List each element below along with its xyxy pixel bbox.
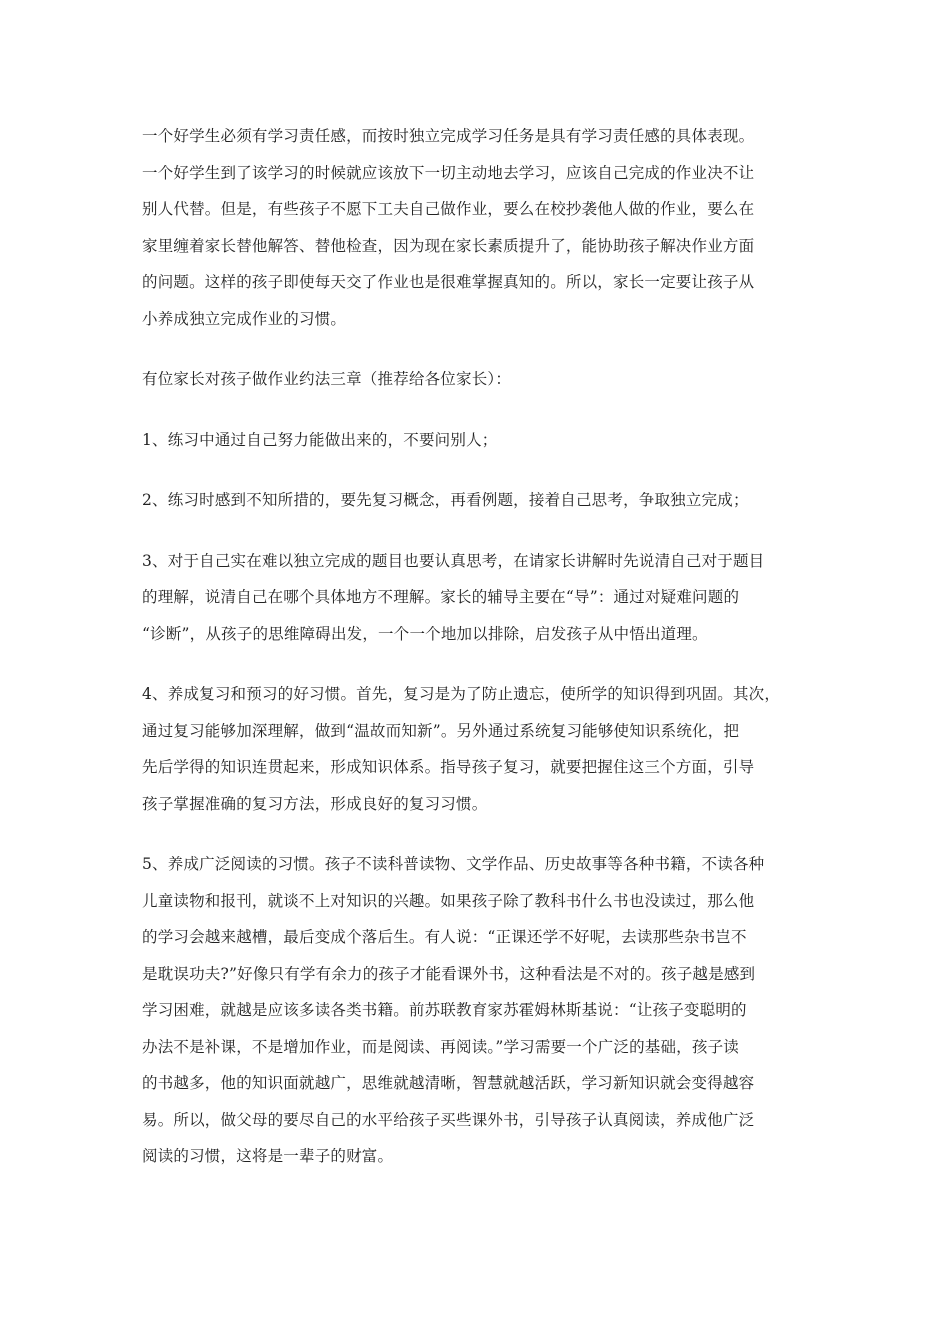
paragraph-line: 的问题。这样的孩子即使每天交了作业也是很难掌握真知的。所以，家长一定要让孩子从 xyxy=(142,273,755,291)
paragraph-item-2 xyxy=(142,482,818,519)
paragraph-line: 的学习会越来越槽，最后变成个落后生。有人说：“正课还学不好呢，去读那些杂书岂不 xyxy=(142,928,747,946)
paragraph-line: 的理解，说清自己在哪个具体地方不理解。家长的辅导主要在“导”：通过对疑难问题的 xyxy=(142,588,740,606)
paragraph-intro xyxy=(142,118,818,337)
paragraph-line: 一个好学生到了该学习的时候就应该放下一切主动地去学习，应该自己完成的作业决不让 xyxy=(142,163,755,182)
paragraph-line: 办法不是补课，不是增加作业，而是阅读、再阅读。”学习需要一个广泛的基础，孩子读 xyxy=(142,1037,739,1056)
paragraph-line: 易。所以，做父母的要尽自己的水平给孩子买些课外书，引导孩子认真阅读，养成他广泛 xyxy=(142,1110,755,1129)
paragraph-line: “诊断”，从孩子的思维障碍出发，一个一个地加以排除，启发孩子从中悟出道理。 xyxy=(142,624,708,643)
paragraph-line: 学习困难，就越是应该多读各类书籍。前苏联教育家苏霍姆林斯基说：“让孩子变聪明的 xyxy=(142,1001,747,1019)
paragraph-line: 儿童读物和报刊，就谈不上对知识的兴趣。如果孩子除了教科书什么书也没读过，那么他 xyxy=(142,891,755,910)
paragraph-line: 的书越多，他的知识面就越广，思维就越清晰，智慧就越活跃，学习新知识就会变得越容 xyxy=(142,1074,755,1092)
paragraph-line: 通过复习能够加深理解，做到“温故而知新”。另外通过系统复习能够使知识系统化，把 xyxy=(142,721,740,740)
paragraph-rules-heading xyxy=(142,361,818,398)
paragraph-line: 5、养成广泛阅读的习惯。孩子不读科普读物、文学作品、历史故事等各种书籍，不读各种 xyxy=(142,855,765,873)
paragraph-line: 先后学得的知识连贯起来，形成知识体系。指导孩子复习，就要把握住这三个方面，引导 xyxy=(142,758,755,776)
document-page xyxy=(142,118,818,1199)
paragraph-line: 2、练习时感到不知所措的，要先复习概念，再看例题，接着自己思考，争取独立完成； xyxy=(142,491,749,509)
paragraph-item-4 xyxy=(142,676,818,822)
paragraph-line: 家里缠着家长替他解答、替他检查，因为现在家长素质提升了，能协助孩子解决作业方面 xyxy=(142,236,755,255)
paragraph-line: 3、对于自己实在难以独立完成的题目也要认真思考，在请家长讲解时先说清自己对于题目 xyxy=(142,551,765,570)
paragraph-line: 4、养成复习和预习的好习惯。首先，复习是为了防止遗忘，使所学的知识得到巩固。其次， xyxy=(142,685,781,703)
paragraph-line: 有位家长对孩子做作业约法三章（推荐给各位家长）： xyxy=(142,370,512,388)
paragraph-item-5 xyxy=(142,846,818,1175)
paragraph-line: 是耽误功夫?”好像只有学有余力的孩子才能看课外书，这种看法是不对的。孩子越是感到 xyxy=(142,964,756,983)
paragraph-line: 小养成独立完成作业的习惯。 xyxy=(142,309,347,328)
paragraph-line: 阅读的习惯，这将是一辈子的财富。 xyxy=(142,1147,394,1165)
paragraph-line: 别人代替。但是，有些孩子不愿下工夫自己做作业，要么在校抄袭他人做的作业，要么在 xyxy=(142,200,755,218)
paragraph-item-3 xyxy=(142,543,818,653)
paragraph-line: 1、练习中通过自己努力能做出来的，不要问别人； xyxy=(142,430,498,449)
paragraph-line: 孩子掌握准确的复习方法，形成良好的复习习惯。 xyxy=(142,794,488,813)
paragraph-line: 一个好学生必须有学习责任感，而按时独立完成学习任务是具有学习责任感的具体表现。 xyxy=(142,127,755,145)
paragraph-item-1 xyxy=(142,422,818,459)
